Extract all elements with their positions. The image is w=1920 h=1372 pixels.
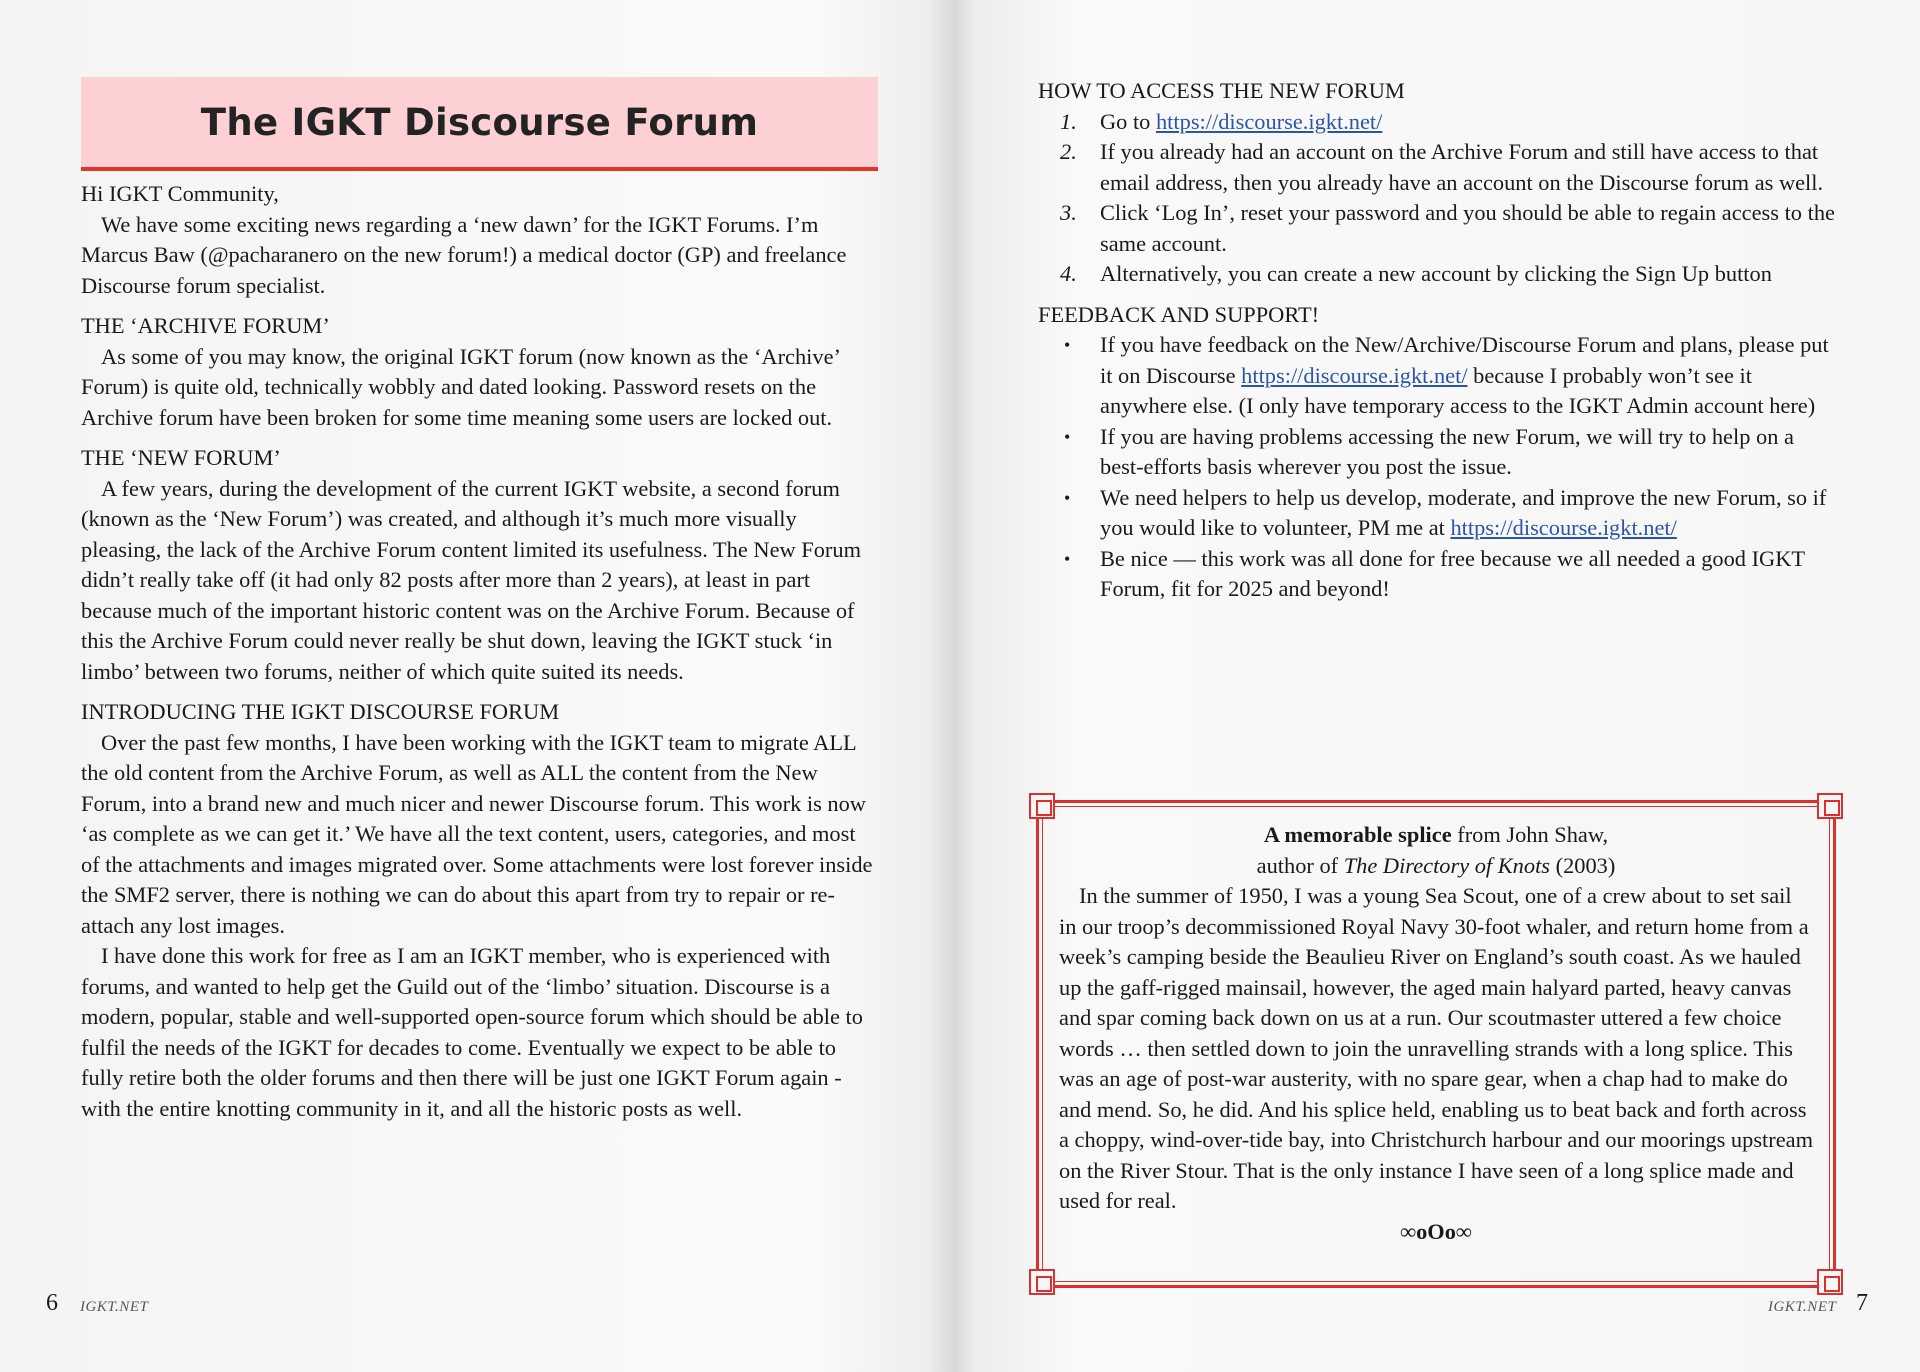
corner-ornament-icon xyxy=(1817,1269,1843,1295)
bullet-icon: • xyxy=(1064,548,1071,569)
splice-author: author of The Directory of Knots (2003) xyxy=(1256,852,1616,878)
bullet-icon: • xyxy=(1064,426,1071,447)
corner-ornament-icon xyxy=(1029,1269,1055,1295)
page-number-right: 7 xyxy=(1856,1290,1868,1316)
access-heading: HOW TO ACCESS THE NEW FORUM xyxy=(1038,78,1405,103)
greeting: Hi IGKT Community, xyxy=(81,181,279,206)
forum-link[interactable]: https://discourse.igkt.net/ xyxy=(1241,362,1468,388)
splice-story: In the summer of 1950, I was a young Sea Scout, one of a crew about to set sail in our troop’s decommissioned Royal Navy 30-foot whaler, and return home from a week’s camping beside the Beaulieu River on England’s south coast. As we hauled up the gaff-rigged mainsail, however, the aged main halyard parted, heavy canvas and spar coming back down on us at a run. Our scoutmaster uttered a few choice words … then settled down to join the unravelling strands with a long splice. This was an age of post-war austerity, with no spare gear, when a chap had to make do and mend. So, he did. And his splice held, enabling us to beat back and forth across a choppy, wind-over-tide bay, into Christchurch harbour and our moorings upstream on the River Stour. That is the only instance I have seen of a long splice made and used for real. xyxy=(1059,883,1814,1213)
splice-sidebar-box xyxy=(1036,800,1836,1288)
introducing-paragraph-2: I have done this work for free as I am an IGKT member, who is experienced with forums, and wanted to help get the Guild out of the ‘limbo’ situation. Discourse is a modern, popular, stable and well-supported open-source forum which should be able to fulfil the needs of the IGKT for decades to come. Eventually we expect to be able to fully retire both the older forums and then there will be just one IGKT Forum again - with the entire knotting community in it, and all the historic posts as well. xyxy=(81,943,863,1121)
right-column xyxy=(1038,76,1838,605)
corner-ornament-icon xyxy=(1029,793,1055,819)
splice-inner-frame xyxy=(1042,806,1830,1282)
list-item: 3. Click ‘Log In’, reset your password and you should be able to regain access to the same account. xyxy=(1060,200,1835,256)
fleuron-ornament: ∞oOo∞ xyxy=(1400,1218,1472,1244)
bullet-icon: • xyxy=(1064,487,1071,508)
forum-link[interactable]: https://discourse.igkt.net/ xyxy=(1155,108,1383,134)
list-item: • We need helpers to help us develop, moderate, and improve the new Forum, so if you would like to volunteer, PM me at https://discourse.igkt.net/ xyxy=(1064,484,1827,540)
page-title: The IGKT Discourse Forum xyxy=(200,100,759,144)
introducing-paragraph-1: Over the past few months, I have been working with the IGKT team to migrate ALL the old content from the Archive Forum, as well as ALL the content from the New Forum, into a brand new and much nicer and newer Discourse forum. This work is now ‘as complete as we can get it.’ We have all the text content, users, categories, and most of the attachments and images migrated over. Some attachments were lost forever inside the SMF2 server, there is nothing we can do about this apart from try to repair or re-attach any lost images. xyxy=(81,729,873,938)
forum-link[interactable]: https://discourse.igkt.net/ xyxy=(1450,515,1677,540)
left-page xyxy=(0,0,956,1372)
step-number: 4. xyxy=(1060,261,1077,286)
bullet-icon: • xyxy=(1064,335,1071,355)
list-item: 4. Alternatively, you can create a new account by clicking the Sign Up button xyxy=(1038,259,1838,290)
step-number: 1. xyxy=(1060,108,1077,134)
feedback-list xyxy=(1038,330,1838,605)
list-item: • If you are having problems accessing the new Forum, we will try to help on a best-efforts basis wherever you post the issue. xyxy=(1064,423,1794,479)
list-item: • If you have feedback on the New/Archive/Discourse Forum and plans, please put it on Discourse https://discourse.igkt.net/ because I probably won’t see it anywhere else. (I only have temporary access to the IGKT Admin account here) xyxy=(1064,332,1829,418)
page-number-left: 6 xyxy=(46,1290,58,1316)
corner-ornament-icon xyxy=(1817,793,1843,819)
step-number: 3. xyxy=(1060,200,1077,225)
new-forum-heading: THE ‘NEW FORUM’ xyxy=(81,445,281,470)
archive-heading: THE ‘ARCHIVE FORUM’ xyxy=(81,313,330,338)
left-column xyxy=(81,77,878,1124)
archive-paragraph: As some of you may know, the original IGKT forum (now known as the ‘Archive’ Forum) is quite old, technically wobbly and dated looking. Password resets on the Archive forum have been broken for some time meaning some users are locked out. xyxy=(81,343,840,430)
step-number: 2. xyxy=(1060,139,1077,164)
introducing-heading: INTRODUCING THE IGKT DISCOURSE FORUM xyxy=(81,699,560,724)
list-item: • Be nice — this work was all done for free because we all needed a good IGKT Forum, fit for 2025 and beyond! xyxy=(1064,545,1805,601)
footer-site-right: IGKT.NET xyxy=(1768,1299,1837,1315)
list-item: 2. If you already had an account on the Archive Forum and still have access to that email address, then you already have an account on the Discourse forum as well. xyxy=(1060,139,1824,195)
footer-site-left: IGKT.NET xyxy=(80,1299,149,1315)
new-forum-paragraph: A few years, during the development of the current IGKT website, a second forum (known as the ‘New Forum’) was created, and although it’s much more visually pleasing, the lack of the Archive Forum content limited its usefulness. The New Forum didn’t really take off (it had only 82 posts after more than 2 years), at least in part because much of the important historic content was on the Archive Forum. Because of this the Archive Forum could never really be shut down, leaving the IGKT stuck ‘in limbo’ between two forums, neither of which quite suited its needs. xyxy=(81,475,861,684)
intro-paragraph: We have some exciting news regarding a ‘new dawn’ for the IGKT Forums. I’m Marcus Baw (@pacharanero on the new forum!) a medical doctor (GP) and freelance Discourse forum specialist. xyxy=(81,211,847,298)
right-page xyxy=(956,0,1920,1372)
access-steps xyxy=(1038,107,1838,290)
list-item: 1. Go to https://discourse.igkt.net/ xyxy=(1038,107,1838,138)
feedback-heading: FEEDBACK AND SUPPORT! xyxy=(1038,301,1320,327)
splice-title: A memorable splice from John Shaw, xyxy=(1263,822,1609,847)
title-banner xyxy=(81,77,878,171)
